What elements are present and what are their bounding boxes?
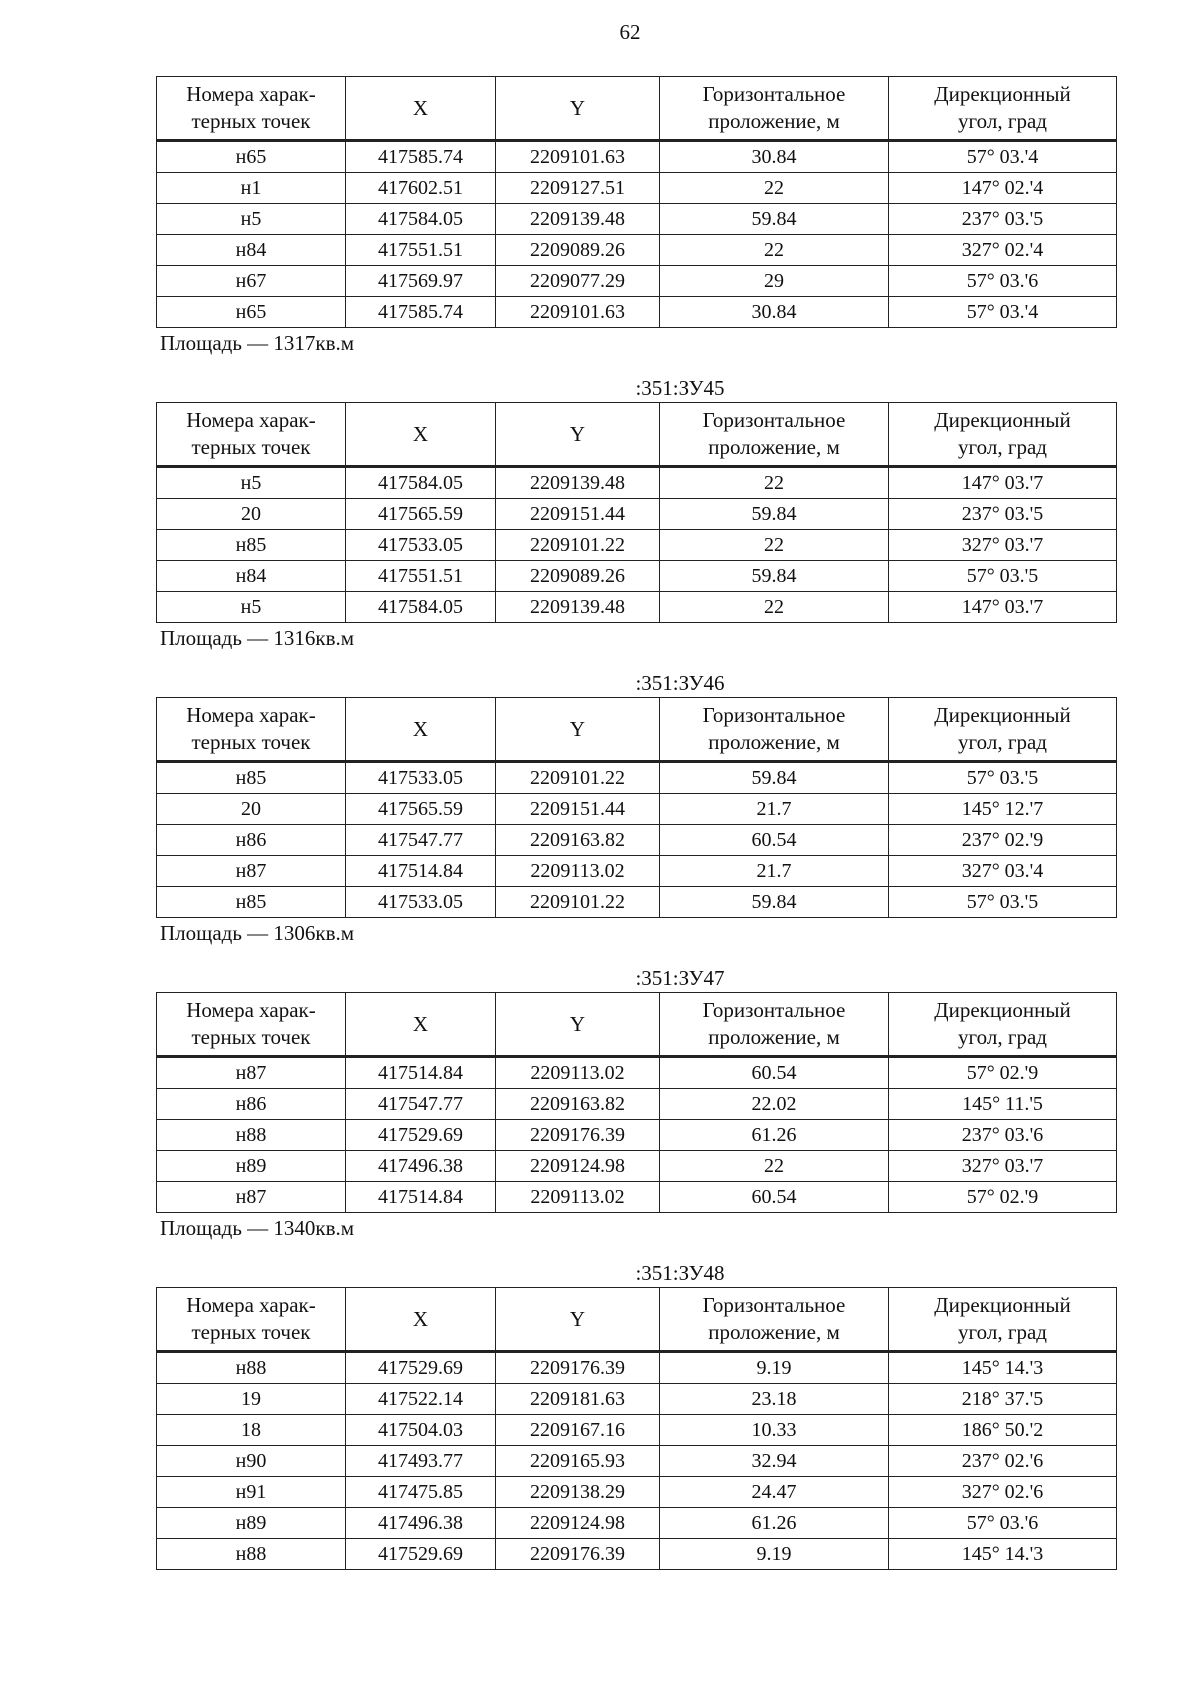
- distance-cell: 22: [660, 592, 889, 623]
- y-cell: 2209163.82: [496, 825, 660, 856]
- x-cell: 417584.05: [346, 204, 496, 235]
- x-cell: 417547.77: [346, 825, 496, 856]
- distance-header: Горизонтальное проложение, м: [660, 403, 889, 467]
- angle-cell: 147° 03.'7: [889, 592, 1117, 623]
- x-cell: 417514.84: [346, 1182, 496, 1213]
- y-cell: 2209113.02: [496, 1057, 660, 1089]
- point-cell: н87: [157, 1057, 346, 1089]
- x-cell: 417533.05: [346, 887, 496, 918]
- angle-cell: 237° 02.'6: [889, 1446, 1117, 1477]
- x-cell: 417602.51: [346, 173, 496, 204]
- table-header-row: [157, 403, 1117, 467]
- x-cell: 417569.97: [346, 266, 496, 297]
- x-cell: 417565.59: [346, 499, 496, 530]
- y-cell: 2209139.48: [496, 204, 660, 235]
- x-cell: 417584.05: [346, 592, 496, 623]
- y-cell: 2209139.48: [496, 467, 660, 499]
- distance-cell: 21.7: [660, 856, 889, 887]
- distance-cell: 60.54: [660, 1057, 889, 1089]
- distance-header: Горизонтальное проложение, м: [660, 698, 889, 762]
- distance-header: Горизонтальное проложение, м: [660, 993, 889, 1057]
- coordinates-table: [156, 1287, 1117, 1570]
- angle-cell: 327° 03.'7: [889, 1151, 1117, 1182]
- distance-cell: 60.54: [660, 825, 889, 856]
- x-cell: 417475.85: [346, 1477, 496, 1508]
- distance-cell: 9.19: [660, 1352, 889, 1384]
- angle-header: Дирекционный угол, град: [889, 698, 1117, 762]
- x-header: X: [346, 77, 496, 141]
- table-row: [157, 297, 1117, 328]
- x-cell: 417529.69: [346, 1539, 496, 1570]
- angle-cell: 327° 02.'6: [889, 1477, 1117, 1508]
- angle-cell: 145° 14.'3: [889, 1352, 1117, 1384]
- y-cell: 2209176.39: [496, 1352, 660, 1384]
- x-header: X: [346, 993, 496, 1057]
- point-cell: н86: [157, 825, 346, 856]
- angle-cell: 218° 37.'5: [889, 1384, 1117, 1415]
- table-row: [157, 1089, 1117, 1120]
- point-cell: н88: [157, 1352, 346, 1384]
- distance-cell: 22: [660, 173, 889, 204]
- point-cell: н65: [157, 141, 346, 173]
- point-cell: н88: [157, 1539, 346, 1570]
- table-header-row: [157, 77, 1117, 141]
- y-cell: 2209176.39: [496, 1539, 660, 1570]
- x-cell: 417533.05: [346, 762, 496, 794]
- distance-cell: 21.7: [660, 794, 889, 825]
- table-row: [157, 1539, 1117, 1570]
- point-cell: н84: [157, 235, 346, 266]
- point-cell: н87: [157, 856, 346, 887]
- table-row: [157, 1384, 1117, 1415]
- angle-header: Дирекционный угол, град: [889, 403, 1117, 467]
- x-cell: 417585.74: [346, 141, 496, 173]
- coordinates-table: [156, 76, 1117, 328]
- area-label: Площадь — 1317кв.м: [160, 331, 355, 355]
- distance-cell: 32.94: [660, 1446, 889, 1477]
- angle-cell: 145° 12.'7: [889, 794, 1117, 825]
- y-cell: 2209127.51: [496, 173, 660, 204]
- table-row: [157, 173, 1117, 204]
- table-header-row: [157, 993, 1117, 1057]
- points-header: Номера харак- терных точек: [157, 1288, 346, 1352]
- y-cell: 2209101.22: [496, 530, 660, 561]
- y-cell: 2209101.63: [496, 297, 660, 328]
- angle-cell: 57° 03.'5: [889, 561, 1117, 592]
- parcel-title: :351:ЗУ48: [635, 1261, 725, 1285]
- page-number: 62: [619, 20, 641, 44]
- table-row: [157, 499, 1117, 530]
- point-cell: н90: [157, 1446, 346, 1477]
- angle-cell: 57° 03.'4: [889, 297, 1117, 328]
- area-label: Площадь — 1340кв.м: [160, 1216, 355, 1240]
- table-row: [157, 1057, 1117, 1089]
- distance-cell: 24.47: [660, 1477, 889, 1508]
- distance-cell: 30.84: [660, 141, 889, 173]
- points-header: Номера харак- терных точек: [157, 698, 346, 762]
- y-header: Y: [496, 1288, 660, 1352]
- x-cell: 417547.77: [346, 1089, 496, 1120]
- table-row: [157, 235, 1117, 266]
- x-cell: 417514.84: [346, 856, 496, 887]
- distance-cell: 59.84: [660, 204, 889, 235]
- angle-cell: 57° 03.'6: [889, 266, 1117, 297]
- y-cell: 2209151.44: [496, 499, 660, 530]
- x-cell: 417493.77: [346, 1446, 496, 1477]
- points-header: Номера харак- терных точек: [157, 77, 346, 141]
- table-row: [157, 1120, 1117, 1151]
- table-header-row: [157, 1288, 1117, 1352]
- x-cell: 417504.03: [346, 1415, 496, 1446]
- table-row: [157, 1352, 1117, 1384]
- point-cell: н85: [157, 530, 346, 561]
- distance-header: Горизонтальное проложение, м: [660, 1288, 889, 1352]
- point-cell: н5: [157, 592, 346, 623]
- points-header: Номера харак- терных точек: [157, 993, 346, 1057]
- table-row: [157, 762, 1117, 794]
- angle-cell: 327° 02.'4: [889, 235, 1117, 266]
- angle-cell: 147° 03.'7: [889, 467, 1117, 499]
- angle-cell: 57° 02.'9: [889, 1057, 1117, 1089]
- x-header: X: [346, 403, 496, 467]
- point-cell: н84: [157, 561, 346, 592]
- x-cell: 417514.84: [346, 1057, 496, 1089]
- table-row: [157, 1182, 1117, 1213]
- distance-cell: 59.84: [660, 499, 889, 530]
- table-row: [157, 1477, 1117, 1508]
- distance-header: Горизонтальное проложение, м: [660, 77, 889, 141]
- y-cell: 2209176.39: [496, 1120, 660, 1151]
- point-cell: 20: [157, 499, 346, 530]
- table-row: [157, 530, 1117, 561]
- table-row: [157, 561, 1117, 592]
- x-cell: 417529.69: [346, 1120, 496, 1151]
- point-cell: н89: [157, 1151, 346, 1182]
- y-header: Y: [496, 77, 660, 141]
- table-row: [157, 204, 1117, 235]
- y-cell: 2209163.82: [496, 1089, 660, 1120]
- x-cell: 417533.05: [346, 530, 496, 561]
- parcel-title: :351:ЗУ45: [635, 376, 725, 400]
- point-cell: 20: [157, 794, 346, 825]
- distance-cell: 22.02: [660, 1089, 889, 1120]
- angle-header: Дирекционный угол, град: [889, 77, 1117, 141]
- point-cell: н5: [157, 204, 346, 235]
- coordinates-table: [156, 697, 1117, 918]
- angle-header: Дирекционный угол, град: [889, 1288, 1117, 1352]
- point-cell: н91: [157, 1477, 346, 1508]
- y-cell: 2209113.02: [496, 1182, 660, 1213]
- coordinates-table: [156, 992, 1117, 1213]
- y-cell: 2209124.98: [496, 1508, 660, 1539]
- table-row: [157, 266, 1117, 297]
- distance-cell: 9.19: [660, 1539, 889, 1570]
- table-row: [157, 141, 1117, 173]
- distance-cell: 22: [660, 467, 889, 499]
- y-cell: 2209101.22: [496, 887, 660, 918]
- table-row: [157, 794, 1117, 825]
- point-cell: н85: [157, 762, 346, 794]
- distance-cell: 59.84: [660, 762, 889, 794]
- table-row: [157, 1415, 1117, 1446]
- area-label: Площадь — 1316кв.м: [160, 626, 355, 650]
- y-cell: 2209138.29: [496, 1477, 660, 1508]
- angle-header: Дирекционный угол, град: [889, 993, 1117, 1057]
- table-row: [157, 1446, 1117, 1477]
- angle-cell: 145° 14.'3: [889, 1539, 1117, 1570]
- coordinates-table: [156, 402, 1117, 623]
- y-cell: 2209167.16: [496, 1415, 660, 1446]
- x-cell: 417551.51: [346, 561, 496, 592]
- point-cell: н87: [157, 1182, 346, 1213]
- point-cell: 19: [157, 1384, 346, 1415]
- document-body: [156, 76, 1116, 1570]
- distance-cell: 23.18: [660, 1384, 889, 1415]
- angle-cell: 237° 03.'5: [889, 499, 1117, 530]
- x-cell: 417496.38: [346, 1508, 496, 1539]
- angle-cell: 57° 03.'5: [889, 762, 1117, 794]
- angle-cell: 145° 11.'5: [889, 1089, 1117, 1120]
- y-cell: 2209181.63: [496, 1384, 660, 1415]
- table-row: [157, 887, 1117, 918]
- y-cell: 2209101.63: [496, 141, 660, 173]
- table-row: [157, 1508, 1117, 1539]
- distance-cell: 60.54: [660, 1182, 889, 1213]
- distance-cell: 61.26: [660, 1508, 889, 1539]
- point-cell: н85: [157, 887, 346, 918]
- x-cell: 417529.69: [346, 1352, 496, 1384]
- angle-cell: 237° 03.'5: [889, 204, 1117, 235]
- y-header: Y: [496, 993, 660, 1057]
- y-cell: 2209077.29: [496, 266, 660, 297]
- y-cell: 2209089.26: [496, 235, 660, 266]
- table-row: [157, 856, 1117, 887]
- x-cell: 417565.59: [346, 794, 496, 825]
- angle-cell: 57° 03.'6: [889, 1508, 1117, 1539]
- y-cell: 2209089.26: [496, 561, 660, 592]
- distance-cell: 10.33: [660, 1415, 889, 1446]
- angle-cell: 57° 03.'4: [889, 141, 1117, 173]
- x-cell: 417551.51: [346, 235, 496, 266]
- point-cell: н89: [157, 1508, 346, 1539]
- distance-cell: 59.84: [660, 561, 889, 592]
- y-header: Y: [496, 403, 660, 467]
- distance-cell: 29: [660, 266, 889, 297]
- y-header: Y: [496, 698, 660, 762]
- table-row: [157, 1151, 1117, 1182]
- table-row: [157, 825, 1117, 856]
- y-cell: 2209113.02: [496, 856, 660, 887]
- point-cell: н86: [157, 1089, 346, 1120]
- distance-cell: 59.84: [660, 887, 889, 918]
- angle-cell: 327° 03.'7: [889, 530, 1117, 561]
- table-row: [157, 467, 1117, 499]
- point-cell: н1: [157, 173, 346, 204]
- angle-cell: 327° 03.'4: [889, 856, 1117, 887]
- x-header: X: [346, 1288, 496, 1352]
- parcel-title: :351:ЗУ47: [635, 966, 725, 990]
- angle-cell: 57° 03.'5: [889, 887, 1117, 918]
- angle-cell: 237° 02.'9: [889, 825, 1117, 856]
- angle-cell: 57° 02.'9: [889, 1182, 1117, 1213]
- point-cell: н65: [157, 297, 346, 328]
- distance-cell: 61.26: [660, 1120, 889, 1151]
- y-cell: 2209101.22: [496, 762, 660, 794]
- y-cell: 2209165.93: [496, 1446, 660, 1477]
- distance-cell: 30.84: [660, 297, 889, 328]
- x-header: X: [346, 698, 496, 762]
- angle-cell: 147° 02.'4: [889, 173, 1117, 204]
- x-cell: 417585.74: [346, 297, 496, 328]
- table-row: [157, 592, 1117, 623]
- table-header-row: [157, 698, 1117, 762]
- point-cell: н88: [157, 1120, 346, 1151]
- distance-cell: 22: [660, 530, 889, 561]
- angle-cell: 237° 03.'6: [889, 1120, 1117, 1151]
- x-cell: 417496.38: [346, 1151, 496, 1182]
- point-cell: н67: [157, 266, 346, 297]
- area-label: Площадь — 1306кв.м: [160, 921, 355, 945]
- y-cell: 2209151.44: [496, 794, 660, 825]
- distance-cell: 22: [660, 235, 889, 266]
- angle-cell: 186° 50.'2: [889, 1415, 1117, 1446]
- points-header: Номера харак- терных точек: [157, 403, 346, 467]
- distance-cell: 22: [660, 1151, 889, 1182]
- point-cell: 18: [157, 1415, 346, 1446]
- y-cell: 2209139.48: [496, 592, 660, 623]
- y-cell: 2209124.98: [496, 1151, 660, 1182]
- x-cell: 417522.14: [346, 1384, 496, 1415]
- point-cell: н5: [157, 467, 346, 499]
- parcel-title: :351:ЗУ46: [635, 671, 725, 695]
- x-cell: 417584.05: [346, 467, 496, 499]
